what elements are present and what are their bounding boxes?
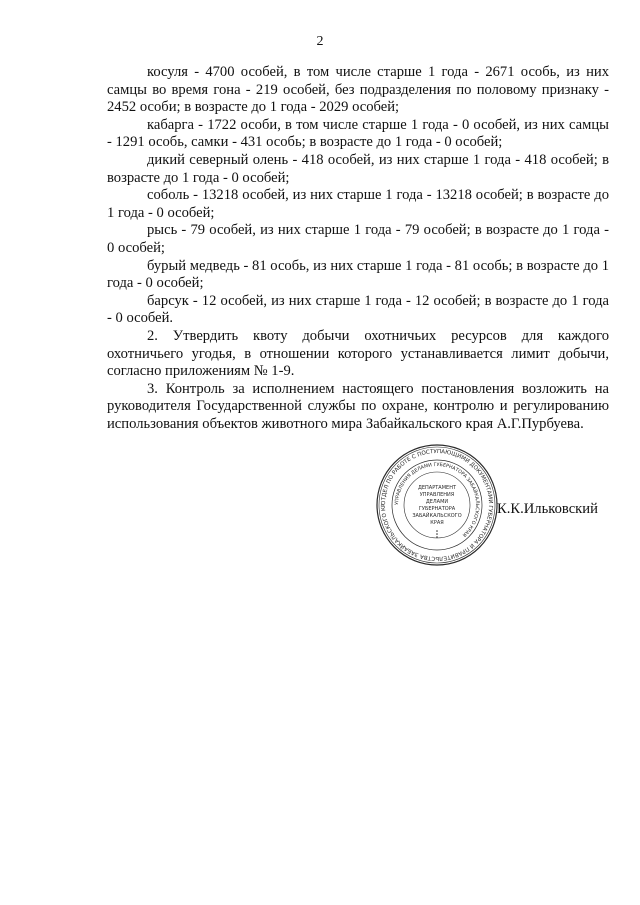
paragraph-brown-bear: бурый медведь - 81 особь, из них старше 1 года - 81 особь; в возрасте до 1 года - 0 особей; [107,257,609,292]
seal-outer-text: ОТДЕЛ ПО РАБОТЕ С ПОСТУПАЮЩИМИ ДОКУМЕНТАМИ ГУБЕРНАТОРА И ПРАВИТЕЛЬСТВА ЗАБАЙКАЛЬСКОГО КР [380,448,494,562]
signatory-name: К.К.Ильковский [497,501,598,517]
svg-text:ЗАБАЙКАЛЬСКОГО: ЗАБАЙКАЛЬСКОГО [412,513,462,519]
document-body [107,64,609,433]
seal-inner-text: УПРАВЛЕНИЯ ДЕЛАМИ ГУБЕРНАТОРА ЗАБАЙКАЛЬСКОГО КРАЯ [394,462,480,537]
seal-dots [436,530,438,538]
svg-text:ДЕЛАМИ: ДЕЛАМИ [425,499,449,505]
paragraph-roe-deer: косуля - 4700 особей, в том числе старше 1 года - 2671 особь, из них самцы во время гона - 219 особей, без подразделения по половому признаку - 2452 особи; в возрасте до 1 года - 2029 особей; [107,64,609,116]
paragraph-badger: барсук - 12 особей, из них старше 1 года - 12 особей; в возрасте до 1 года - 0 особей. [107,292,609,327]
seal-center-text [412,485,461,526]
official-seal-stamp [374,442,500,568]
page-number: 2 [316,34,324,49]
svg-text:УПРАВЛЕНИЯ: УПРАВЛЕНИЯ [419,492,455,498]
paragraph-quota-approval: 2. Утвердить квоту добычи охотничьих ресурсов для каждого охотничьего угодья, в отношении которого устанавливается лимит добычи, согласно приложениям № 1-9. [107,327,609,380]
paragraph-sable: соболь - 13218 особей, из них старше 1 года - 13218 особей; в возрасте до 1 года - 0 особей; [107,187,609,221]
paragraph-control: 3. Контроль за исполнением настоящего постановления возложить на руководителя Государственной службы по охране, контролю и регулированию использования объектов животного мира Забайкальского края А.Г.Пурбуева. [107,380,609,432]
svg-text:ДЕПАРТАМЕНТ: ДЕПАРТАМЕНТ [417,485,457,491]
paragraph-musk-deer: кабарга - 1722 особи, в том числе старше 1 года - 0 особей, из них самцы - 1291 особь, самки - 431 особь; в возрасте до 1 года - 0 особей; [107,116,609,151]
paragraph-lynx: рысь - 79 особей, из них старше 1 года - 79 особей; в возрасте до 1 года - 0 особей; [107,222,609,256]
svg-text:ГУБЕРНАТОРА: ГУБЕРНАТОРА [418,506,456,512]
paragraph-reindeer: дикий северный олень - 418 особей, из них старше 1 года - 418 особей; в возрасте до 1 года - 0 особей; [107,151,609,186]
svg-text:КРАЯ: КРАЯ [430,520,444,526]
